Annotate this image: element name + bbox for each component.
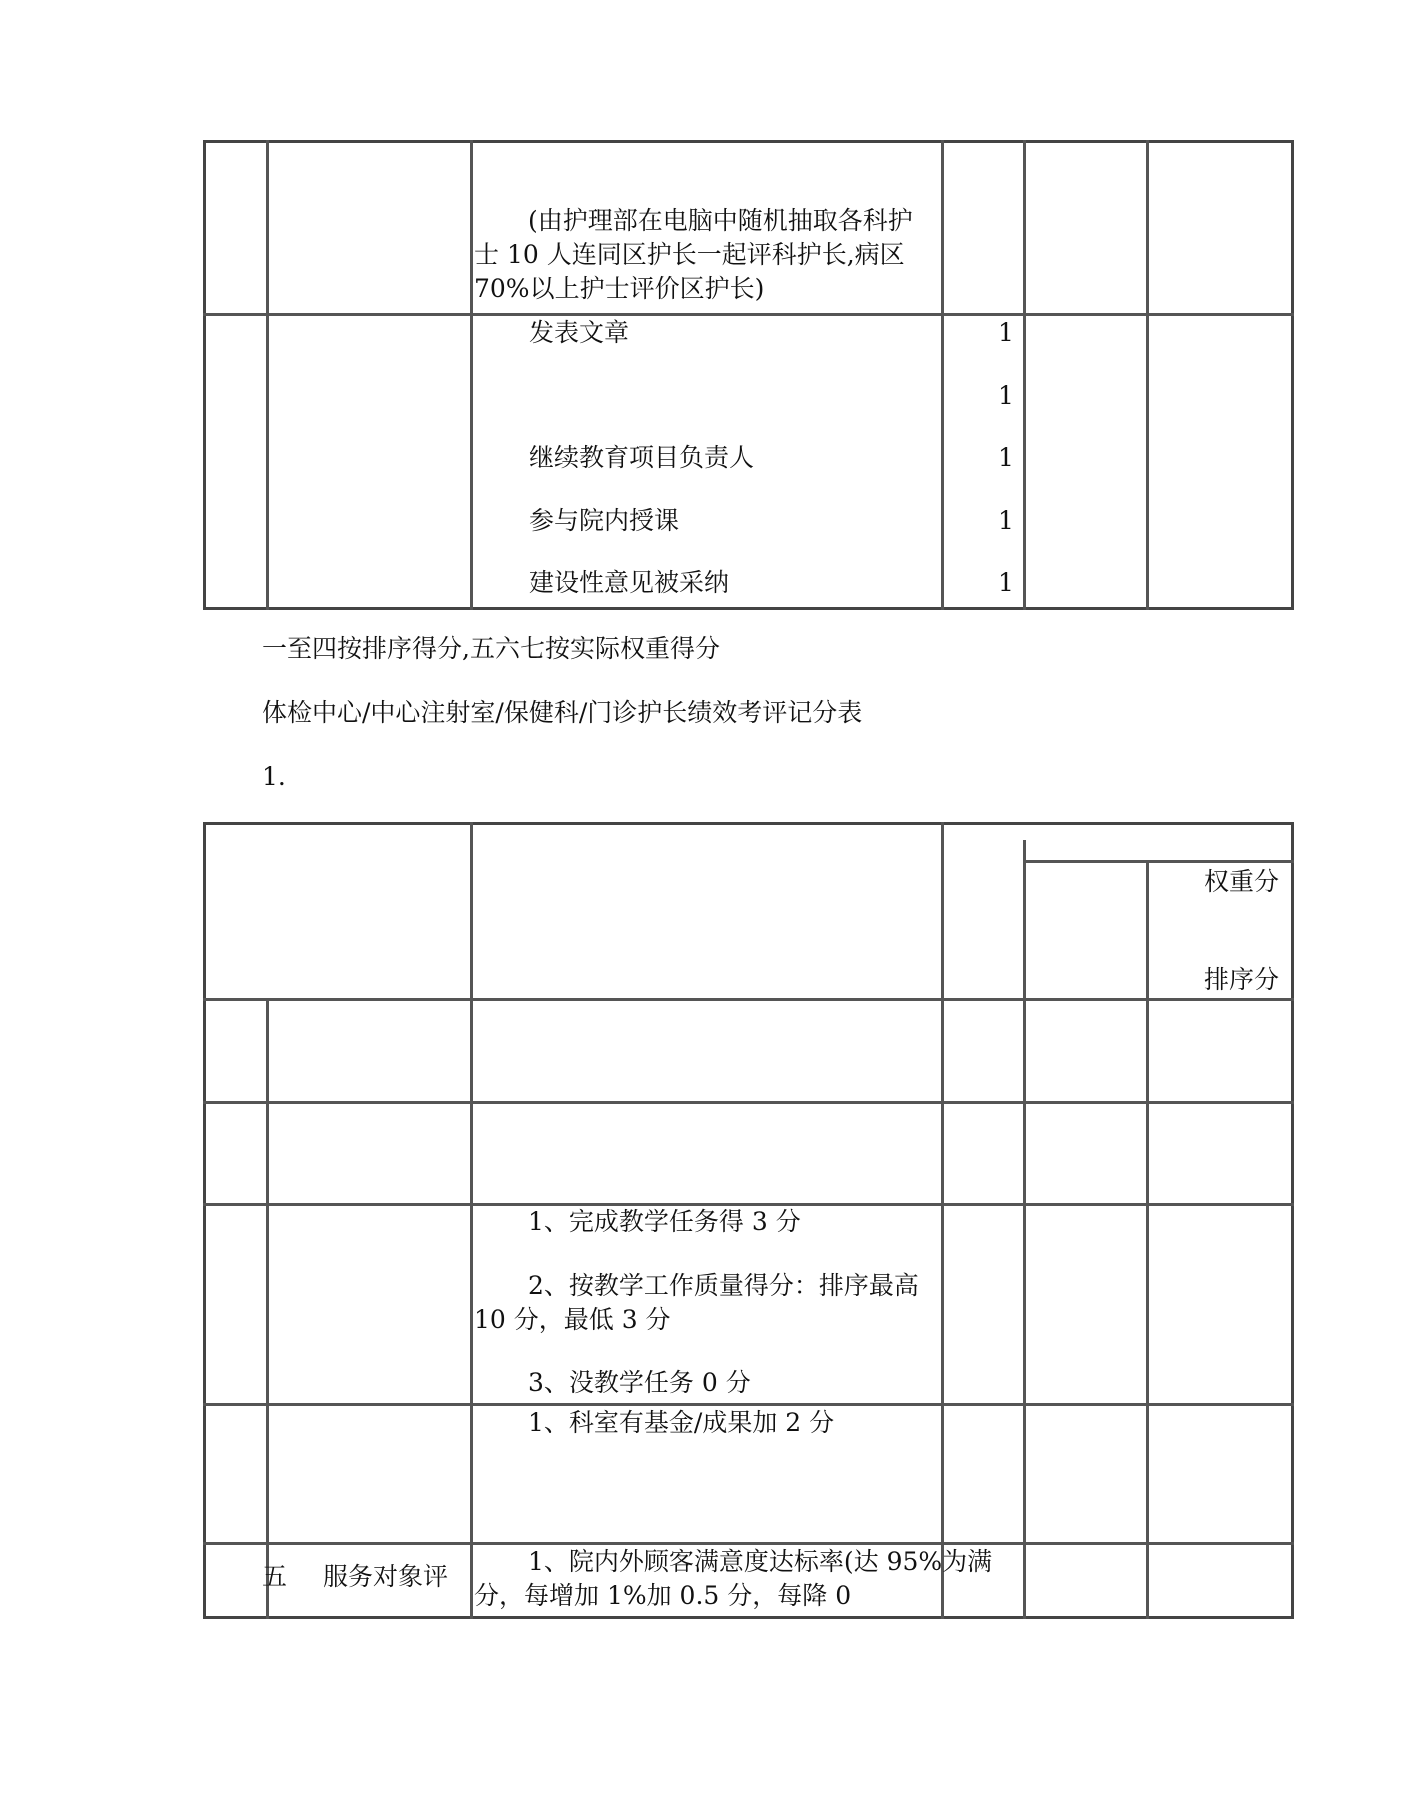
table-1-col-divider bbox=[266, 140, 269, 610]
table-1-item-score: 1 bbox=[998, 443, 1014, 472]
list-number: 1. bbox=[262, 762, 286, 791]
table-1-item-score: 1 bbox=[998, 381, 1014, 410]
table-1-col-divider bbox=[1023, 140, 1026, 610]
table-1-col-divider bbox=[470, 140, 473, 610]
teaching-item-2: 2、按教学工作质量得分：排序最高 10 分，最低 3 分 bbox=[474, 1271, 919, 1334]
teaching-item-1: 1、完成教学任务得 3 分 bbox=[528, 1207, 801, 1236]
table-2-header-divider bbox=[1023, 860, 1294, 863]
table-1-row-divider bbox=[203, 313, 1294, 316]
table-1-col-divider bbox=[941, 140, 944, 610]
teaching-item-3: 3、没教学任务 0 分 bbox=[528, 1368, 751, 1397]
table-1-item-score: 1 bbox=[998, 318, 1014, 347]
table-1-item-label: 发表文章 bbox=[529, 318, 630, 347]
table-1-row-1-description: (由护理部在电脑中随机抽取各科护士 10 人连同区护长一起评科护长,病区 70%以上护士评价区护长) bbox=[474, 206, 913, 303]
table-1-item-label: 继续教育项目负责人 bbox=[529, 443, 755, 472]
research-item-1: 1、科室有基金/成果加 2 分 bbox=[528, 1408, 835, 1437]
table-1-item-label: 建设性意见被采纳 bbox=[529, 568, 730, 597]
table-2-col-divider bbox=[470, 822, 473, 1619]
table-2-col-divider bbox=[941, 822, 944, 1619]
table-1-col-divider bbox=[1146, 140, 1149, 610]
table-2-col-divider bbox=[1023, 840, 1026, 1619]
table-1-item-score: 1 bbox=[998, 568, 1014, 597]
form-title: 体检中心/中心注射室/保健科/门诊护长绩效考评记分表 bbox=[262, 698, 863, 727]
table-2-col-divider bbox=[1146, 862, 1149, 1619]
table-2-col-divider bbox=[266, 1000, 269, 1619]
table-2-row-divider bbox=[203, 998, 1294, 1001]
service-index: 五 bbox=[262, 1562, 288, 1591]
table-1-item-label: 参与院内授课 bbox=[529, 506, 680, 535]
header-weight-score: 权重分 bbox=[1204, 867, 1280, 896]
table-1-item-score: 1 bbox=[998, 506, 1014, 535]
scoring-note: 一至四按排序得分,五六七按实际权重得分 bbox=[262, 634, 720, 663]
header-rank-score: 排序分 bbox=[1204, 965, 1280, 994]
service-label: 服务对象评 bbox=[323, 1562, 449, 1591]
service-description: 1、院内外顾客满意度达标率(达 95%为满分，每增加 1%加 0.5 分，每降 0 bbox=[474, 1547, 993, 1610]
table-2-row-divider bbox=[203, 1101, 1294, 1104]
